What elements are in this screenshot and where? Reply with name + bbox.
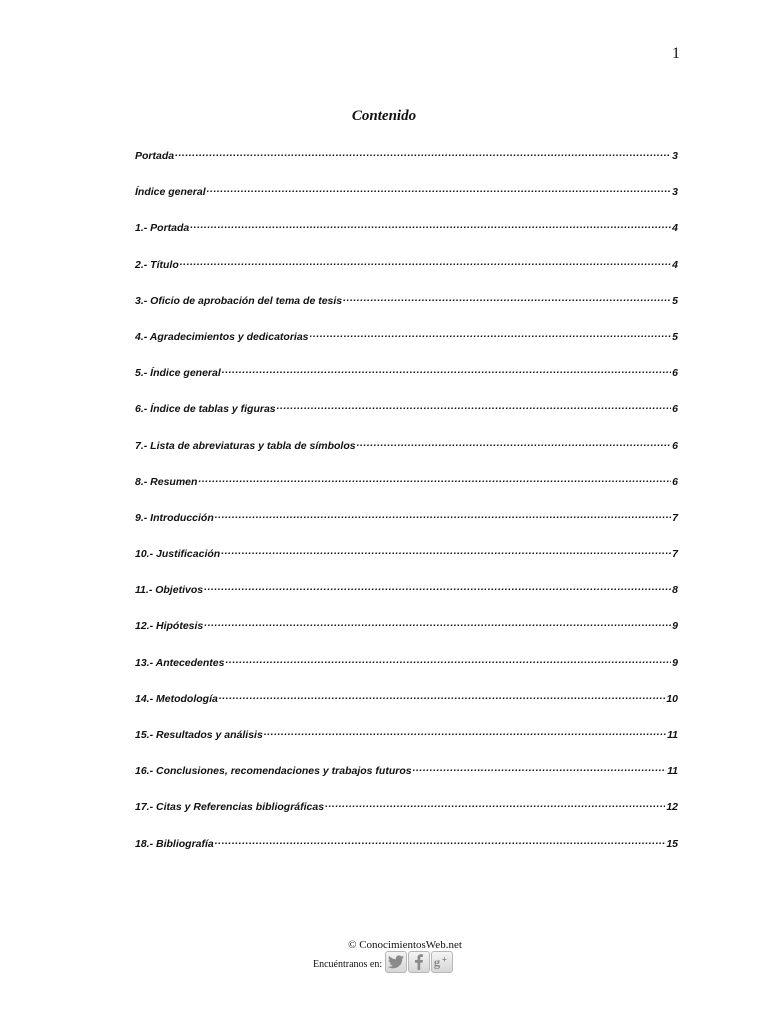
toc-entry-page: 4	[672, 222, 678, 235]
toc-entry[interactable]	[135, 364, 678, 400]
toc-entry-label: 6.- Índice de tablas y figuras	[135, 403, 276, 416]
toc-dot-leader	[190, 219, 671, 231]
toc-entry[interactable]	[135, 147, 678, 183]
toc-entry-label: 3.- Oficio de aprobación del tema de tesis	[135, 294, 343, 307]
toc-title: Contenido	[351, 108, 417, 124]
page-number: 1	[672, 45, 680, 62]
toc-entry[interactable]	[135, 328, 678, 364]
toc-dot-leader	[225, 654, 671, 666]
toc-entry-page: 3	[672, 150, 678, 162]
toc-entry-page: 12	[666, 801, 678, 814]
toc-entry[interactable]	[135, 654, 678, 690]
toc-entry-label: Portada	[135, 150, 175, 162]
toc-entry-page: 6	[672, 439, 678, 452]
toc-entry-label: 5.- Índice general	[135, 367, 221, 380]
toc-dot-leader	[325, 798, 665, 810]
toc-entry[interactable]	[135, 292, 678, 328]
toc-entry[interactable]	[135, 581, 678, 617]
footer-social	[313, 951, 454, 973]
find-us-label: Encuéntranos en:	[313, 959, 383, 970]
toc-entry-page: 3	[672, 186, 678, 199]
toc-entry[interactable]	[135, 726, 678, 762]
toc-entry[interactable]	[135, 256, 678, 292]
toc-entry[interactable]	[135, 617, 678, 653]
toc-dot-leader	[222, 364, 671, 376]
toc-entry-page: 6	[672, 403, 678, 416]
toc-entry-page: 5	[672, 294, 678, 307]
toc-entry[interactable]	[135, 509, 678, 545]
toc-dot-leader	[277, 400, 672, 412]
toc-dot-leader	[357, 437, 672, 449]
toc-dot-leader	[180, 256, 671, 268]
toc-entry[interactable]	[135, 690, 678, 726]
toc-dot-leader	[219, 690, 665, 702]
toc-entry-label: 14.- Metodología	[135, 692, 218, 705]
toc-dot-leader	[264, 726, 666, 738]
toc-dot-leader	[175, 147, 671, 159]
toc-dot-leader	[343, 292, 671, 304]
toc-entry[interactable]	[135, 798, 678, 834]
toc-entry-page: 7	[672, 511, 678, 524]
toc-entry-page: 6	[672, 367, 678, 380]
toc-entry[interactable]	[135, 400, 678, 436]
toc-entry-label: Índice general	[135, 186, 206, 199]
google-plus-icon[interactable]	[431, 951, 453, 973]
facebook-icon[interactable]	[408, 951, 430, 973]
toc-dot-leader	[207, 183, 672, 195]
toc-entry-label: 10.- Justificación	[135, 548, 221, 561]
footer-copyright: © ConocimientosWeb.net	[348, 939, 462, 951]
toc-entry-label: 9.- Introducción	[135, 511, 214, 524]
toc-entry-label: 7.- Lista de abreviaturas y tabla de símbolos	[135, 439, 356, 452]
svg-text:+: +	[442, 955, 447, 964]
toc-entry[interactable]	[135, 183, 678, 219]
toc-entry-page: 15	[666, 837, 678, 850]
toc-entry[interactable]	[135, 762, 678, 798]
toc-entry-label: 12.- Hipótesis	[135, 620, 204, 633]
toc-entry-page: 8	[672, 584, 678, 597]
toc-entry-label: 4.- Agradecimientos y dedicatorias	[135, 330, 309, 343]
toc-entry-page: 11	[667, 729, 678, 741]
toc-entry-label: 1.- Portada	[135, 222, 190, 235]
toc-dot-leader	[204, 617, 671, 629]
toc-entry-page: 11	[667, 765, 678, 778]
toc-entry[interactable]	[135, 473, 678, 509]
toc-dot-leader	[413, 762, 667, 774]
table-of-contents	[135, 147, 678, 871]
toc-dot-leader	[221, 545, 671, 557]
toc-entry[interactable]	[135, 545, 678, 581]
toc-entry-label: 2.- Título	[135, 258, 179, 271]
toc-dot-leader	[310, 328, 672, 340]
toc-dot-leader	[215, 509, 671, 521]
toc-entry-label: 8.- Resumen	[135, 475, 198, 488]
svg-text:g: g	[433, 955, 441, 970]
toc-entry-page: 10	[666, 692, 678, 705]
toc-entry-label: 13.- Antecedentes	[135, 656, 225, 669]
toc-entry[interactable]	[135, 437, 678, 473]
toc-entry[interactable]	[135, 219, 678, 255]
toc-dot-leader	[215, 835, 666, 847]
toc-entry-page: 9	[672, 656, 678, 669]
twitter-icon[interactable]	[385, 951, 407, 973]
toc-entry-label: 16.- Conclusiones, recomendaciones y trabajos futuros	[135, 765, 412, 778]
toc-entry-page: 4	[672, 258, 678, 271]
toc-entry-page: 5	[672, 330, 678, 343]
toc-entry-page: 9	[672, 620, 678, 633]
toc-entry-label: 11.- Objetivos	[135, 584, 204, 597]
toc-entry-label: 17.- Citas y Referencias bibliográficas	[135, 801, 325, 814]
toc-entry-page: 7	[672, 548, 678, 561]
toc-entry[interactable]	[135, 835, 678, 871]
toc-dot-leader	[204, 581, 671, 593]
toc-dot-leader	[198, 473, 671, 485]
toc-entry-label: 15.- Resultados y análisis	[135, 729, 263, 741]
toc-entry-label: 18.- Bibliografía	[135, 837, 214, 850]
toc-entry-page: 6	[672, 475, 678, 488]
